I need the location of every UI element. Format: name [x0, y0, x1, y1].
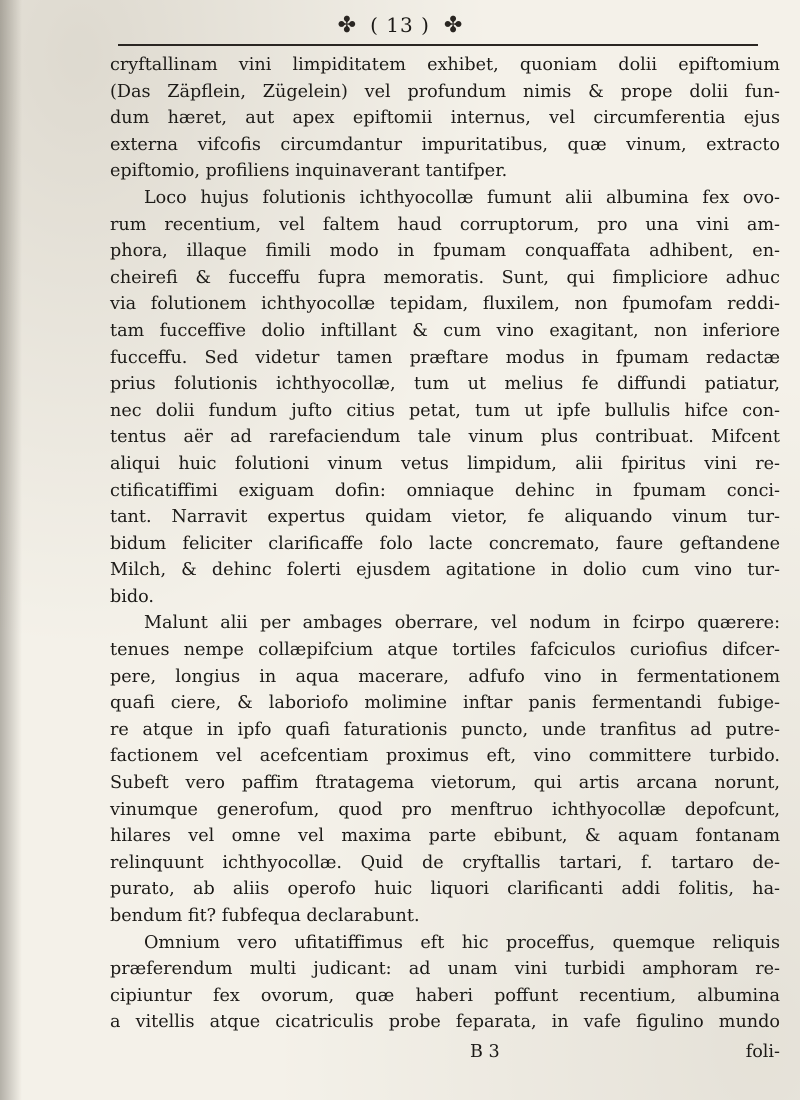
text-line: tenues nempe collæpifcium atque tortiles fafciculos curiofius difcer-: [110, 640, 780, 661]
binding-shadow: [0, 0, 22, 1100]
text-line: phora, illaque fimili modo in fpumam conquaffata adhibent, en-: [110, 241, 780, 262]
text-line: aliqui huic folutioni vinum vetus limpidum, alii fpiritus vini re-: [110, 453, 780, 474]
text-line: prius folutionis ichthyocollæ, tum ut melius fe diffundi patiatur,: [110, 374, 780, 395]
text-line: (Das Zäpflein, Zügelein) vel profundum nimis & prope dolii fun-: [110, 81, 780, 102]
text-line: cheirefi & fucceffu fupra memoratis. Sunt, qui fimpliciore adhuc: [110, 267, 780, 288]
text-line: purato, ab aliis operofo huic liquori clarificanti addi folitis, ha-: [110, 879, 780, 900]
text-line: factionem vel acefcentiam proximus eft, vino committere turbido.: [110, 746, 780, 767]
text-line: nec dolii fundum jufto citius petat, tum ut ipfe bullulis hifce con-: [110, 400, 780, 421]
text-line: hilares vel omne vel maxima parte ebibunt, & aquam fontanam: [110, 826, 780, 847]
text-line: epiftomio, profiliens inquinaverant tantifper.: [110, 161, 508, 182]
text-line: fucceffu. Sed videtur tamen præftare modus in fpumam redactæ: [110, 347, 780, 368]
text-line: tam fucceffive dolio inftillant & cum vino exagitant, non inferiore: [110, 320, 780, 341]
text-line: Malunt alii per ambages oberrare, vel nodum in fcirpo quærere:: [144, 613, 780, 634]
text-line: a vitellis atque cicatriculis probe feparata, in vafe figulino mundo: [110, 1012, 780, 1033]
text-line: tentus aër ad rarefaciendum tale vinum plus contribuat. Mifcent: [110, 427, 780, 448]
signature-mark: B 3: [470, 1042, 500, 1062]
text-line: vinumque generofum, quod pro menftruo ichthyocollæ depofcunt,: [110, 799, 780, 820]
text-line: quafi ciere, & laboriofo molimine inftar panis fermentandi fubige-: [110, 693, 780, 714]
text-line: Omnium vero ufitatiffimus eft hic proceffus, quemque reliquis: [144, 932, 780, 953]
text-line: externa vifcofis circumdantur impuritatibus, quæ vinum, extracto: [110, 134, 780, 155]
text-line: ctificatiffimi exiguam dofin: omniaque dehinc in fpumam conci-: [110, 480, 780, 501]
body-text: [110, 52, 780, 1036]
catchword: foli-: [745, 1042, 780, 1062]
text-line: via folutionem ichthyocollæ tepidam, fluxilem, non fpumofam reddi-: [110, 294, 780, 315]
page-number: ( 13 ): [370, 13, 430, 37]
text-line: Milch, & dehinc folerti ejusdem agitatione in dolio cum vino tur-: [110, 560, 780, 581]
text-line: bendum fit? fubfequa declarabunt.: [110, 906, 420, 926]
text-line: cipiuntur fex ovorum, quæ haberi poffunt recentium, albumina: [110, 985, 780, 1006]
text-line: tant. Narravit expertus quidam vietor, fe aliquando vinum tur-: [110, 507, 780, 528]
text-line: Loco hujus folutionis ichthyocollæ fumunt alii albumina fex ovo-: [144, 187, 780, 208]
text-line: Subeft vero paffim ftratagema vietorum, qui artis arcana norunt,: [110, 773, 780, 794]
text-line: præferendum multi judicant: ad unam vini turbidi amphoram re-: [110, 959, 780, 980]
text-line: re atque in ipfo quafi faturationis puncto, unde tranfitus ad putre-: [110, 719, 780, 740]
text-line: rum recentium, vel faltem haud corruptorum, pro una vini am-: [110, 214, 780, 235]
text-line: cryftallinam vini limpiditatem exhibet, quoniam dolii epiftomium: [110, 55, 780, 75]
header-rule: [118, 44, 758, 46]
text-line: pere, longius in aqua macerare, adfufo vino in fermentationem: [110, 666, 780, 687]
text-line: relinquunt ichthyocollæ. Quid de cryftallis tartari, f. tartaro de-: [110, 852, 780, 873]
running-header: [0, 8, 800, 42]
text-line: bido.: [110, 586, 155, 607]
text-line: dum hæret, aut apex epiftomii internus, vel circumferentia ejus: [110, 108, 780, 129]
text-line: bidum feliciter clarificaffe folo lacte concremato, faure geftandene: [110, 533, 780, 554]
ornament-right-icon: ✤: [443, 12, 463, 38]
page-footer: [110, 1042, 780, 1068]
ornament-left-icon: ✤: [337, 12, 357, 38]
